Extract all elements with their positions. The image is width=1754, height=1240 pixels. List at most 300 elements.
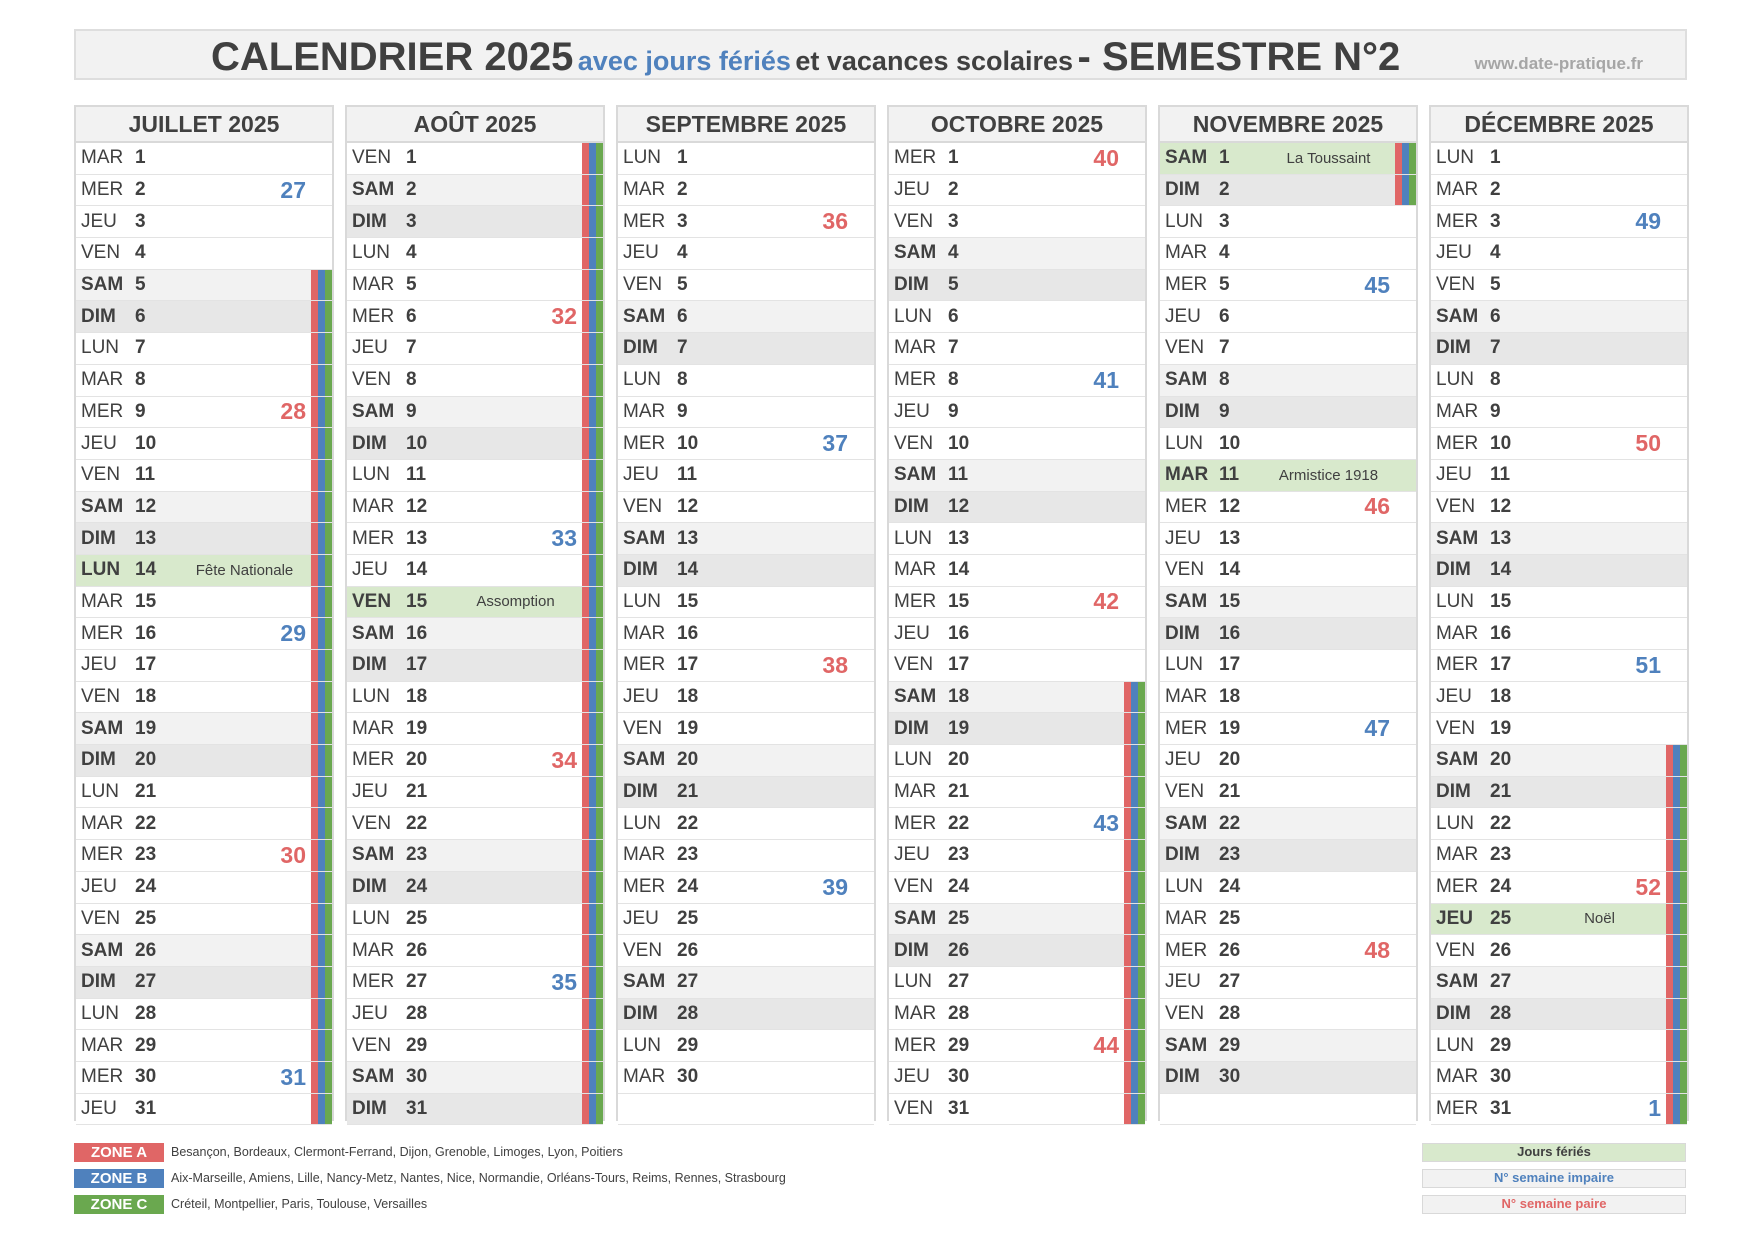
day-name: DIM bbox=[352, 876, 387, 898]
day-name: SAM bbox=[623, 971, 666, 993]
day-name: JEU bbox=[623, 242, 659, 264]
day-number: 22 bbox=[677, 812, 699, 834]
zone-c-bar bbox=[1138, 872, 1145, 903]
zone-a-bar bbox=[582, 397, 589, 428]
day-name: DIM bbox=[352, 432, 387, 454]
day-row bbox=[618, 618, 874, 650]
day-name: LUN bbox=[352, 242, 391, 264]
day-name: LUN bbox=[352, 686, 391, 708]
zone-a-bar bbox=[582, 1062, 589, 1093]
vacation-bars bbox=[1666, 935, 1687, 966]
day-row bbox=[1431, 840, 1687, 872]
zone-b-bar bbox=[1131, 777, 1138, 808]
day-number: 19 bbox=[1219, 717, 1241, 739]
zone-b-bar bbox=[589, 935, 596, 966]
week-number: 48 bbox=[1364, 937, 1390, 964]
day-name: JEU bbox=[894, 622, 930, 644]
zone-b-cities: Aix-Marseille, Amiens, Lille, Nancy-Metz, Nantes, Nice, Normandie, Orléans-Tours, Reims, Rennes, Strasbourg bbox=[171, 1171, 786, 1185]
zone-c-bar bbox=[596, 1094, 603, 1125]
zone-a-bar bbox=[1666, 777, 1673, 808]
day-row bbox=[1160, 935, 1416, 967]
day-row bbox=[347, 1062, 603, 1094]
day-number: 20 bbox=[677, 749, 699, 771]
day-name: MER bbox=[352, 305, 395, 327]
day-row bbox=[1160, 523, 1416, 555]
week-number: 51 bbox=[1635, 651, 1661, 678]
day-name: LUN bbox=[1436, 590, 1475, 612]
zone-a-bar bbox=[311, 777, 318, 808]
day-row bbox=[889, 745, 1145, 777]
zone-b-bar bbox=[589, 840, 596, 871]
day-number: 30 bbox=[677, 1066, 699, 1088]
zone-c-bar bbox=[325, 1062, 332, 1093]
zone-a-bar bbox=[311, 397, 318, 428]
day-row bbox=[618, 967, 874, 999]
day-name: VEN bbox=[352, 147, 392, 169]
day-row bbox=[889, 175, 1145, 207]
zone-c-bar bbox=[596, 492, 603, 523]
day-name: SAM bbox=[352, 179, 395, 201]
day-number: 3 bbox=[677, 210, 688, 232]
day-row bbox=[1431, 1030, 1687, 1062]
zone-c-bar bbox=[325, 999, 332, 1030]
zone-c-bar bbox=[325, 428, 332, 459]
day-name: SAM bbox=[81, 495, 124, 517]
day-name: DIM bbox=[352, 654, 387, 676]
vacation-bars bbox=[1666, 1094, 1687, 1125]
day-name: MAR bbox=[352, 939, 395, 961]
day-row bbox=[618, 904, 874, 936]
day-row bbox=[1431, 301, 1687, 333]
day-row bbox=[889, 365, 1145, 397]
day-row bbox=[1160, 999, 1416, 1031]
day-row bbox=[76, 618, 332, 650]
day-name: JEU bbox=[894, 1066, 930, 1088]
day-row bbox=[1431, 872, 1687, 904]
zone-a-bar bbox=[582, 587, 589, 618]
week-number: 40 bbox=[1093, 144, 1119, 171]
day-number: 3 bbox=[1490, 210, 1501, 232]
week-number: 50 bbox=[1635, 430, 1661, 457]
week-number: 34 bbox=[551, 746, 577, 773]
zone-c-bar bbox=[596, 682, 603, 713]
day-name: MAR bbox=[1436, 400, 1479, 422]
day-number: 11 bbox=[406, 464, 427, 486]
day-row bbox=[889, 333, 1145, 365]
day-row bbox=[889, 301, 1145, 333]
day-number: 21 bbox=[406, 781, 428, 803]
day-name: DIM bbox=[894, 939, 929, 961]
week-number: 27 bbox=[280, 176, 306, 203]
zone-c-bar bbox=[1409, 175, 1416, 206]
day-row bbox=[1431, 967, 1687, 999]
day-name: MER bbox=[623, 876, 666, 898]
zone-c-bar bbox=[325, 904, 332, 935]
zone-a-bar bbox=[1124, 1094, 1131, 1125]
zone-c-bar bbox=[1138, 935, 1145, 966]
day-name: MER bbox=[81, 400, 124, 422]
day-number: 31 bbox=[406, 1097, 428, 1119]
day-row bbox=[76, 840, 332, 872]
zone-c-bar bbox=[596, 301, 603, 332]
zone-b-bar bbox=[1131, 999, 1138, 1030]
zone-b-bar bbox=[589, 175, 596, 206]
zone-c-bar bbox=[1680, 999, 1687, 1030]
zone-a-bar bbox=[311, 872, 318, 903]
day-number: 18 bbox=[677, 686, 699, 708]
day-row bbox=[76, 555, 332, 587]
key-even-week: N° semaine paire bbox=[1422, 1195, 1686, 1214]
day-number: 18 bbox=[948, 686, 970, 708]
day-number: 1 bbox=[135, 147, 146, 169]
zone-a-bar bbox=[582, 1030, 589, 1061]
day-name: SAM bbox=[1165, 147, 1208, 169]
day-row bbox=[889, 999, 1145, 1031]
day-name: SAM bbox=[894, 907, 937, 929]
vacation-bars bbox=[311, 1094, 332, 1125]
zone-a-bar bbox=[311, 808, 318, 839]
day-name: JEU bbox=[623, 907, 659, 929]
day-name: LUN bbox=[623, 590, 662, 612]
day-number: 21 bbox=[135, 781, 157, 803]
holiday-name: Noël bbox=[1584, 910, 1615, 928]
vacation-bars bbox=[582, 904, 603, 935]
day-number: 25 bbox=[1219, 907, 1241, 929]
day-name: SAM bbox=[81, 274, 124, 296]
website-link[interactable]: www.date-pratique.fr bbox=[1474, 54, 1643, 73]
day-number: 24 bbox=[406, 876, 428, 898]
day-name: SAM bbox=[1436, 749, 1479, 771]
vacation-bars bbox=[311, 682, 332, 713]
day-name: SAM bbox=[81, 717, 124, 739]
day-list bbox=[889, 143, 1145, 1125]
day-row bbox=[1431, 460, 1687, 492]
day-name: MAR bbox=[1436, 844, 1479, 866]
day-row bbox=[1160, 365, 1416, 397]
day-row bbox=[618, 777, 874, 809]
day-row bbox=[618, 397, 874, 429]
zone-b-bar bbox=[318, 618, 325, 649]
zone-b-bar bbox=[318, 460, 325, 491]
day-row bbox=[889, 1062, 1145, 1094]
empty-day-row bbox=[1160, 1094, 1416, 1126]
zone-a-bar bbox=[311, 682, 318, 713]
zone-b-bar bbox=[318, 1062, 325, 1093]
vacation-bars bbox=[582, 840, 603, 871]
zone-c-bar bbox=[325, 650, 332, 681]
day-row bbox=[347, 523, 603, 555]
zone-b-bar bbox=[318, 1094, 325, 1125]
vacation-bars bbox=[1666, 808, 1687, 839]
day-number: 6 bbox=[948, 305, 959, 327]
day-row bbox=[1431, 713, 1687, 745]
day-name: MER bbox=[894, 812, 937, 834]
day-number: 28 bbox=[135, 1002, 157, 1024]
zone-c-bar bbox=[1138, 904, 1145, 935]
day-name: DIM bbox=[1165, 844, 1200, 866]
day-name: DIM bbox=[1165, 179, 1200, 201]
day-number: 5 bbox=[1219, 274, 1230, 296]
day-number: 24 bbox=[1490, 876, 1512, 898]
day-row bbox=[347, 238, 603, 270]
zone-c-bar bbox=[325, 523, 332, 554]
zone-b-bar bbox=[318, 808, 325, 839]
day-name: SAM bbox=[1436, 527, 1479, 549]
day-number: 21 bbox=[1490, 781, 1512, 803]
day-number: 17 bbox=[406, 654, 428, 676]
day-name: SAM bbox=[623, 749, 666, 771]
vacation-bars bbox=[582, 618, 603, 649]
zone-a-bar bbox=[582, 745, 589, 776]
day-number: 17 bbox=[1490, 654, 1512, 676]
day-row bbox=[347, 713, 603, 745]
zone-b-bar bbox=[1131, 872, 1138, 903]
day-number: 6 bbox=[1490, 305, 1501, 327]
zone-b-bar bbox=[318, 397, 325, 428]
day-name: MAR bbox=[352, 717, 395, 739]
day-name: LUN bbox=[1165, 210, 1204, 232]
zone-a-bar bbox=[311, 713, 318, 744]
day-name: SAM bbox=[352, 844, 395, 866]
day-number: 15 bbox=[677, 590, 699, 612]
zone-c-bar bbox=[325, 460, 332, 491]
zone-b-bar bbox=[589, 745, 596, 776]
day-name: MER bbox=[352, 527, 395, 549]
zone-b-bar bbox=[589, 682, 596, 713]
zone-c-bar bbox=[1680, 808, 1687, 839]
day-number: 9 bbox=[1490, 400, 1501, 422]
vacation-bars bbox=[1395, 175, 1416, 206]
vacation-bars bbox=[582, 301, 603, 332]
day-number: 27 bbox=[406, 971, 428, 993]
day-row bbox=[1160, 967, 1416, 999]
day-row bbox=[1160, 492, 1416, 524]
day-name: SAM bbox=[1165, 590, 1208, 612]
day-row bbox=[1431, 999, 1687, 1031]
zone-c-bar bbox=[325, 713, 332, 744]
day-number: 27 bbox=[677, 971, 699, 993]
day-name: SAM bbox=[1165, 1034, 1208, 1056]
day-name: LUN bbox=[894, 971, 933, 993]
day-name: MAR bbox=[1436, 179, 1479, 201]
title-semester: - SEMESTRE N°2 bbox=[1077, 35, 1401, 79]
day-row bbox=[618, 301, 874, 333]
zone-b-bar bbox=[589, 1062, 596, 1093]
zone-c-bar bbox=[325, 1030, 332, 1061]
day-row bbox=[347, 365, 603, 397]
vacation-bars bbox=[1124, 1094, 1145, 1125]
day-number: 4 bbox=[1219, 242, 1230, 264]
day-number: 7 bbox=[406, 337, 417, 359]
zone-b-bar bbox=[1131, 682, 1138, 713]
day-number: 17 bbox=[135, 654, 157, 676]
day-number: 5 bbox=[677, 274, 688, 296]
vacation-bars bbox=[311, 270, 332, 301]
day-row bbox=[76, 808, 332, 840]
zone-a-bar bbox=[1666, 840, 1673, 871]
day-name: VEN bbox=[894, 210, 934, 232]
zone-c-bar bbox=[1680, 745, 1687, 776]
title-main: CALENDRIER 2025 bbox=[211, 35, 574, 79]
month-column bbox=[1429, 105, 1689, 1121]
day-number: 20 bbox=[406, 749, 428, 771]
day-name: VEN bbox=[894, 1097, 934, 1119]
day-number: 23 bbox=[406, 844, 428, 866]
day-row bbox=[618, 745, 874, 777]
day-row bbox=[618, 460, 874, 492]
zone-c-bar bbox=[1680, 967, 1687, 998]
day-row bbox=[347, 999, 603, 1031]
month-title: SEPTEMBRE 2025 bbox=[618, 107, 874, 143]
day-name: SAM bbox=[352, 400, 395, 422]
day-row bbox=[1431, 1094, 1687, 1126]
zone-b-bar bbox=[589, 587, 596, 618]
day-row bbox=[347, 650, 603, 682]
vacation-bars bbox=[311, 333, 332, 364]
zone-b-bar bbox=[589, 1030, 596, 1061]
zone-b-bar bbox=[1673, 904, 1680, 935]
zone-b-bar bbox=[1402, 175, 1409, 206]
vacation-bars bbox=[582, 967, 603, 998]
day-name: DIM bbox=[81, 527, 116, 549]
day-row bbox=[347, 967, 603, 999]
day-number: 13 bbox=[135, 527, 157, 549]
day-row bbox=[76, 777, 332, 809]
zone-b-bar bbox=[1131, 713, 1138, 744]
day-name: JEU bbox=[81, 432, 117, 454]
day-name: DIM bbox=[1436, 337, 1471, 359]
day-number: 20 bbox=[948, 749, 970, 771]
day-row bbox=[1160, 460, 1416, 492]
zone-b-bar bbox=[318, 650, 325, 681]
zone-b-bar bbox=[318, 935, 325, 966]
day-row bbox=[889, 872, 1145, 904]
day-number: 21 bbox=[1219, 781, 1241, 803]
day-row bbox=[347, 492, 603, 524]
day-number: 31 bbox=[1490, 1097, 1512, 1119]
day-number: 30 bbox=[406, 1066, 428, 1088]
vacation-bars bbox=[1666, 904, 1687, 935]
vacation-bars bbox=[1124, 840, 1145, 871]
day-row bbox=[1431, 492, 1687, 524]
zone-c-bar bbox=[596, 618, 603, 649]
day-row bbox=[618, 1062, 874, 1094]
vacation-bars bbox=[311, 745, 332, 776]
day-name: LUN bbox=[81, 337, 120, 359]
day-number: 7 bbox=[1490, 337, 1501, 359]
day-number: 14 bbox=[1219, 559, 1241, 581]
day-row bbox=[1160, 206, 1416, 238]
day-name: LUN bbox=[623, 369, 662, 391]
day-name: MER bbox=[81, 1066, 124, 1088]
day-name: MER bbox=[894, 590, 937, 612]
zone-c-bar bbox=[325, 745, 332, 776]
day-number: 15 bbox=[1490, 590, 1512, 612]
day-name: DIM bbox=[623, 1002, 658, 1024]
day-row bbox=[1431, 1062, 1687, 1094]
zone-c-bar bbox=[1138, 840, 1145, 871]
zone-a-cities: Besançon, Bordeaux, Clermont-Ferrand, Dijon, Grenoble, Limoges, Lyon, Poitiers bbox=[171, 1145, 623, 1159]
day-row bbox=[1431, 333, 1687, 365]
zone-b-bar bbox=[318, 270, 325, 301]
zone-a-bar bbox=[311, 999, 318, 1030]
day-row bbox=[1431, 206, 1687, 238]
vacation-bars bbox=[311, 460, 332, 491]
zone-c-bar bbox=[1680, 840, 1687, 871]
day-name: MAR bbox=[81, 147, 124, 169]
day-name: MAR bbox=[623, 844, 666, 866]
day-row bbox=[889, 428, 1145, 460]
day-name: JEU bbox=[894, 400, 930, 422]
zone-a-bar bbox=[582, 428, 589, 459]
month-title: OCTOBRE 2025 bbox=[889, 107, 1145, 143]
day-row bbox=[76, 238, 332, 270]
day-number: 2 bbox=[677, 179, 688, 201]
zone-b-bar bbox=[1673, 1030, 1680, 1061]
empty-day-row bbox=[618, 1094, 874, 1126]
month-column bbox=[74, 105, 334, 1121]
zone-a-bar bbox=[582, 682, 589, 713]
day-name: VEN bbox=[81, 907, 121, 929]
zone-a-bar bbox=[582, 650, 589, 681]
day-number: 16 bbox=[1219, 622, 1241, 644]
day-number: 17 bbox=[1219, 654, 1241, 676]
vacation-bars bbox=[311, 365, 332, 396]
day-row bbox=[347, 840, 603, 872]
day-number: 15 bbox=[135, 590, 157, 612]
day-row bbox=[889, 397, 1145, 429]
day-number: 6 bbox=[677, 305, 688, 327]
day-number: 22 bbox=[135, 812, 157, 834]
zone-b-badge: ZONE B bbox=[74, 1169, 164, 1188]
zone-b-bar bbox=[589, 1094, 596, 1125]
zone-b-bar bbox=[589, 238, 596, 269]
day-row bbox=[1160, 1062, 1416, 1094]
day-number: 7 bbox=[1219, 337, 1230, 359]
vacation-bars bbox=[582, 460, 603, 491]
day-row bbox=[347, 143, 603, 175]
day-row bbox=[1160, 175, 1416, 207]
day-number: 16 bbox=[406, 622, 428, 644]
zone-a-bar bbox=[582, 238, 589, 269]
vacation-bars bbox=[582, 682, 603, 713]
day-row bbox=[347, 206, 603, 238]
day-name: VEN bbox=[894, 654, 934, 676]
day-row bbox=[889, 713, 1145, 745]
day-row bbox=[618, 428, 874, 460]
zone-a-bar bbox=[582, 175, 589, 206]
zone-c-bar bbox=[325, 270, 332, 301]
day-row bbox=[76, 904, 332, 936]
day-row bbox=[889, 650, 1145, 682]
zone-c-bar bbox=[596, 523, 603, 554]
zone-b-bar bbox=[589, 872, 596, 903]
day-name: MAR bbox=[894, 1002, 937, 1024]
zone-a-bar bbox=[311, 840, 318, 871]
day-row bbox=[76, 397, 332, 429]
day-row bbox=[889, 587, 1145, 619]
day-number: 9 bbox=[406, 400, 417, 422]
vacation-bars bbox=[1666, 777, 1687, 808]
day-name: SAM bbox=[1436, 305, 1479, 327]
zone-c-bar bbox=[596, 460, 603, 491]
day-row bbox=[1431, 238, 1687, 270]
zone-b-bar bbox=[318, 967, 325, 998]
day-name: VEN bbox=[894, 876, 934, 898]
zone-b-bar bbox=[1131, 808, 1138, 839]
day-row bbox=[347, 904, 603, 936]
week-number: 35 bbox=[551, 968, 577, 995]
